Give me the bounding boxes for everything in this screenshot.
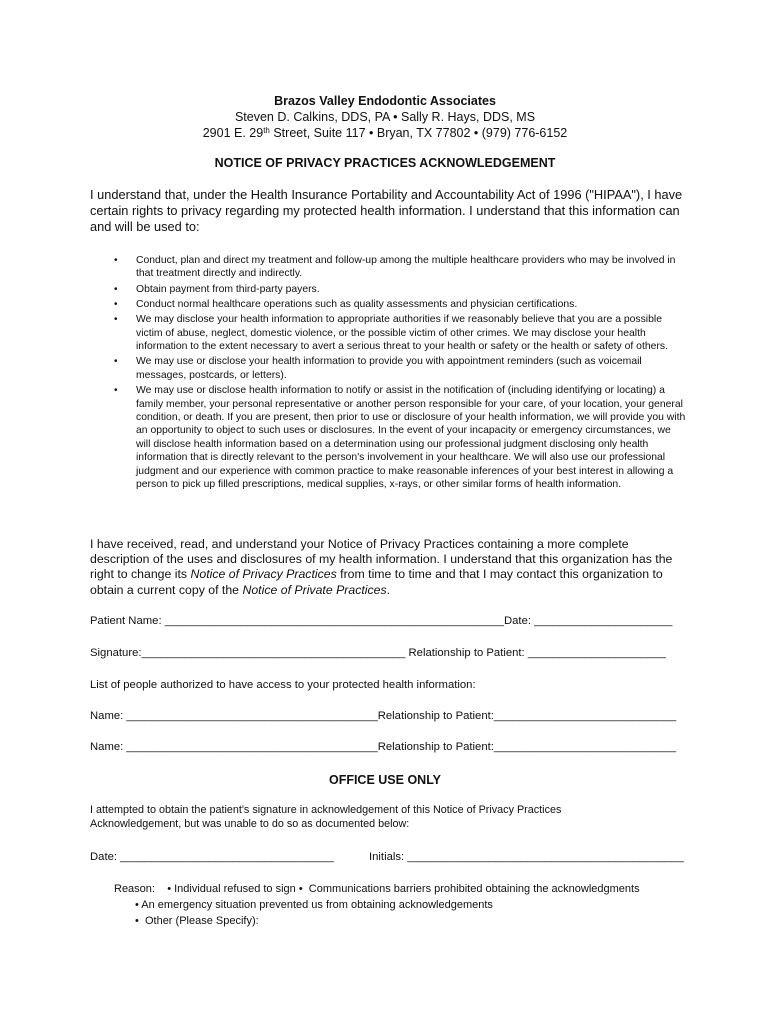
address-line: [0, 125, 770, 141]
authorized-name-field-2[interactable]: Name: ________________________________________Relationship to Patient:_____________________________: [90, 741, 677, 753]
acknowledgement-text-1: I have received, read, and understand your Notice of Privacy Practices containing a more complete description of the uses and disclosures of my health information. I understand that this organization has the right to change its: [90, 537, 673, 582]
list-item: [114, 313, 686, 353]
office-initials-field[interactable]: Initials: ____________________________________________: [369, 851, 684, 863]
list-item-text: We may use or disclose your health information to provide you with appointment reminders (such as voicemail messages, postcards, or letters).: [136, 356, 642, 381]
private-practices-italic: Notice of Private Practices: [242, 582, 387, 597]
authorized-list-label: List of people authorized to have access to your protected health information:: [90, 679, 476, 691]
bullet-icon: •: [114, 314, 118, 326]
acknowledgement-text-2: from time to time and that I may contact this organization to obtain a current copy of the: [90, 567, 663, 597]
patient-name-date-field[interactable]: Patient Name: ______________________________________________________Date: ______________________: [90, 615, 673, 627]
acknowledgement-text-3: .: [386, 582, 391, 597]
intro-paragraph: I understand that, under the Health Insurance Portability and Accountability Act of 1996 ("HIPAA"), I have certain rights to privacy regarding my protected health information. I understand that this information can and will be used to:: [90, 187, 683, 235]
list-item: [114, 384, 686, 491]
bullet-icon: •: [114, 356, 118, 368]
list-item-text: Obtain payment from third-party payers.: [136, 283, 320, 295]
office-use-heading: OFFICE USE ONLY: [328, 773, 442, 787]
list-item: [114, 298, 686, 311]
address-ordinal-suffix: th: [263, 126, 270, 135]
document-title: NOTICE OF PRIVACY PRACTICES ACKNOWLEDGEMENT: [214, 156, 556, 170]
signature-relationship-field[interactable]: Signature:__________________________________________ Relationship to Patient: ______________________: [90, 647, 667, 659]
notice-title-italic: Notice of Privacy Practices: [190, 567, 337, 582]
reason-options-line-2[interactable]: • An emergency situation prevented us from obtaining acknowledgements: [135, 899, 493, 911]
list-item: [114, 355, 686, 382]
list-item: [114, 283, 686, 296]
list-item: [114, 254, 686, 281]
bullet-icon: •: [114, 385, 118, 397]
bullet-icon: •: [114, 255, 118, 266]
authorized-name-field-1[interactable]: Name: ________________________________________Relationship to Patient:_____________________________: [90, 710, 677, 722]
bullet-icon: •: [114, 299, 118, 310]
doctor-names: Steven D. Calkins, DDS, PA • Sally R. Hays, DDS, MS: [234, 110, 536, 124]
office-date-field[interactable]: Date: __________________________________: [90, 851, 334, 863]
bullet-icon: •: [114, 283, 118, 295]
list-item-text: Conduct normal healthcare operations such as quality assessments and physician certifications.: [136, 299, 578, 310]
address-rest: Street, Suite 117 • Bryan, TX 77802 • (979) 776-6152: [269, 126, 568, 140]
reason-options-line-1[interactable]: Reason: • Individual refused to sign • Communications barriers prohibited obtaining the acknowledgments: [114, 883, 640, 895]
list-item-text: Conduct, plan and direct my treatment and follow-up among the multiple healthcare providers who may be involved in that treatment directly and indirectly.: [136, 255, 676, 280]
list-item-text: We may use or disclose health information to notify or assist in the notification of (including identifying or locating) a family member, your personal representative or another person responsible for your care, of your location, your general condition, or death. If you are present, then prior to use or disclosure of your health information, we will provide you with an opportunity to object to such uses or disclosures. In the event of your incapacity or emergency circumstances, we will disclose health information based on a determination using our professional judgment disclosing only health information that is directly relevant to the person's involvement in your healthcare. We will also use our professional judgment and our experience with common practice to make reasonable inferences of your best interest in allowing a person to pick up filled prescriptions, medical supplies, x-rays, or other similar forms of health information.: [136, 385, 686, 490]
usage-bullet-list: [114, 254, 686, 493]
acknowledgement-paragraph: [90, 537, 680, 598]
list-item-text: We may disclose your health information to appropriate authorities if we reasonably believe that you are a possible victim of abuse, neglect, domestic violence, or the possible victim of other crimes. We may disclose your health information to the extent necessary to avert a serious threat to your health or safety or the health or safety of others.: [136, 314, 668, 353]
address-street-number: 2901 E. 29: [202, 126, 264, 140]
organization-name: Brazos Valley Endodontic Associates: [274, 94, 496, 108]
letterhead: [0, 93, 770, 141]
reason-options-line-3[interactable]: • Other (Please Specify):: [135, 915, 259, 927]
office-use-paragraph: I attempted to obtain the patient's signature in acknowledgement of this Notice of Privacy Practices Acknowledgement, but was unable to do so as documented below:: [90, 804, 562, 831]
